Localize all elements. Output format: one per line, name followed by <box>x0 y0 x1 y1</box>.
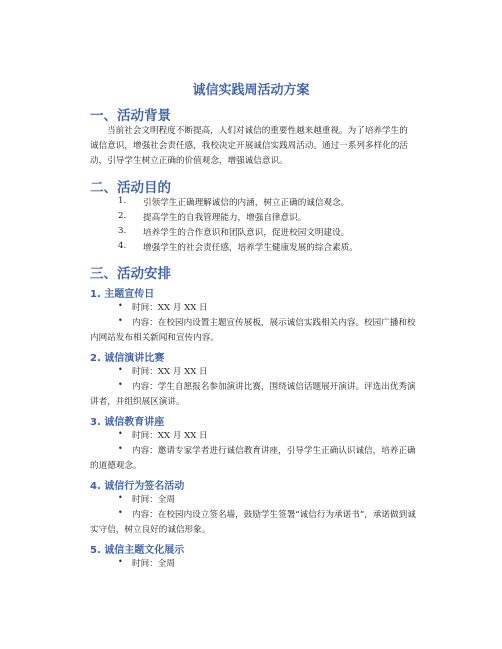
background-paragraph: 当前社会文明程度不断提高，人们对诚信的重要性越来越重视。为了培养学生的诚信意识，增强社会责任感，我校决定开展诚信实践周活动。通过一系列多样化的活动，引导学生树立正确的价值观念，增强诚信意识。 <box>90 126 408 166</box>
section-heading-schedule: 三、活动安排 <box>90 266 171 282</box>
time-line: 时间：XX 月 XX 日 <box>132 303 208 313</box>
section-heading-purpose: 二、活动目的 <box>90 180 171 196</box>
bullet-marker: • <box>118 380 123 389</box>
content-paragraph: 内容：在校园内设置主题宣传展板，展示诚信实践相关内容。校园广播和校内网站发布相关新闻和宣传内容。 <box>90 318 416 343</box>
list-number: 1. <box>118 196 127 206</box>
content-paragraph: 内容：学生自愿报名参加演讲比赛，围绕诚信话题展开演讲。评选出优秀演讲者，并组织展区演讲。 <box>90 382 416 407</box>
bullet-marker: • <box>118 493 123 502</box>
bullet-marker: • <box>118 301 123 310</box>
bullet-marker: • <box>118 508 123 517</box>
subsection-heading: 2. 诚信演讲比赛 <box>90 353 165 364</box>
content-paragraph: 内容：邀请专家学者进行诚信教育讲座，引导学生正确认识诚信，培养正确的道德观念。 <box>90 446 416 471</box>
time-line: 时间：全周 <box>132 495 175 505</box>
section-heading-background: 一、活动背景 <box>90 108 171 124</box>
list-item: 引领学生正确理解诚信的内涵，树立正确的诚信观念。 <box>143 198 350 208</box>
list-number: 3. <box>118 226 127 236</box>
subsection-heading: 3. 诚信教育讲座 <box>90 417 165 428</box>
time-line: 时间：XX 月 XX 日 <box>132 367 208 377</box>
list-item: 提高学生的自我管理能力，增强自律意识。 <box>143 213 307 223</box>
list-item: 培养学生的合作意识和团队意识，促进校园文明建设。 <box>143 228 350 238</box>
subsection-heading: 1. 主题宣传日 <box>90 289 155 300</box>
time-line: 时间：XX 月 XX 日 <box>132 431 208 441</box>
subsection-heading: 4. 诚信行为签名活动 <box>90 481 185 492</box>
bullet-marker: • <box>118 444 123 453</box>
time-line: 时间：全周 <box>132 559 175 569</box>
content-paragraph: 内容：在校园内设立签名墙，鼓励学生签署“诚信行为承诺书”，承诺做到诚实守信，树立良好的诚信形象。 <box>90 510 416 535</box>
bullet-marker: • <box>118 316 123 325</box>
list-item: 增强学生的社会责任感，培养学生健康发展的综合素质。 <box>143 243 358 253</box>
document-title: 诚信实践周活动方案 <box>192 83 310 98</box>
list-number: 2. <box>118 211 127 221</box>
subsection-heading: 5. 诚信主题文化展示 <box>90 545 185 556</box>
bullet-marker: • <box>118 365 123 374</box>
bullet-marker: • <box>118 557 123 566</box>
list-number: 4. <box>118 241 127 251</box>
bullet-marker: • <box>118 429 123 438</box>
